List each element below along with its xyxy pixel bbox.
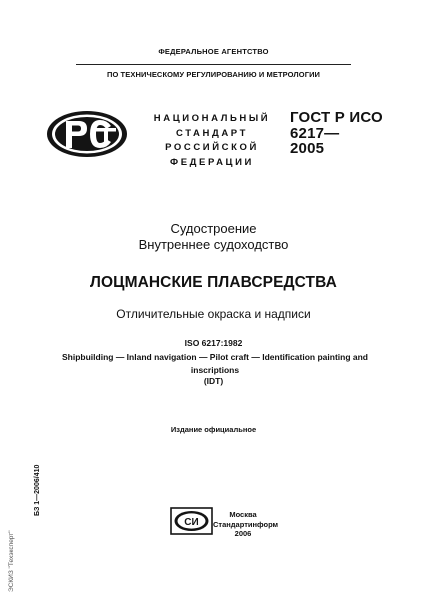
national-line-1: НАЦИОНАЛЬНЫЙ bbox=[153, 113, 271, 124]
national-line-3: РОССИЙСКОЙ bbox=[165, 142, 259, 153]
publisher-year: 2006 bbox=[234, 529, 252, 538]
gost-designation bbox=[290, 110, 383, 157]
document-subtitle: Отличительные окраска и надписи bbox=[116, 307, 311, 321]
national-line-2: СТАНДАРТ bbox=[176, 127, 248, 139]
national-line-4: ФЕДЕРАЦИИ bbox=[170, 156, 254, 168]
publisher-city: Москва bbox=[229, 510, 257, 519]
side-code: БЗ 1—2006/410 bbox=[34, 464, 41, 516]
header-divider bbox=[76, 64, 351, 65]
gost-r-logo-icon bbox=[46, 110, 128, 158]
agency-line-1: ФЕДЕРАЛЬНОЕ АГЕНТСТВО bbox=[158, 47, 269, 56]
gost-line-2: 6217— bbox=[290, 124, 340, 142]
svg-text:СИ: СИ bbox=[184, 517, 199, 528]
idt-marker: (IDT) bbox=[203, 376, 224, 386]
official-edition-label: Издание официальное bbox=[170, 425, 257, 434]
document-title: ЛОЦМАНСКИЕ ПЛАВСРЕДСТВА bbox=[90, 274, 337, 291]
gost-line-1: ГОСТ Р ИСО bbox=[290, 109, 383, 126]
subject-line-1: Судостроение bbox=[170, 221, 257, 236]
publisher-name: Стандартинформ bbox=[213, 519, 279, 529]
subject-line-2: Внутреннее судоходство bbox=[138, 237, 289, 252]
publisher-info bbox=[213, 510, 279, 539]
english-title: Shipbuilding — Inland navigation — Pilot craft — Identification painting and inscriptions bbox=[62, 352, 368, 375]
gost-line-3: 2005 bbox=[290, 140, 325, 157]
national-standard-label bbox=[148, 112, 276, 170]
standartinform-logo-icon bbox=[170, 507, 213, 535]
iso-reference: ISO 6217:1982 bbox=[184, 338, 243, 348]
subject-heading bbox=[0, 221, 427, 253]
side-watermark: ЭСКИЗ "Техэксперт" bbox=[8, 530, 15, 592]
agency-line-2: ПО ТЕХНИЧЕСКОМУ РЕГУЛИРОВАНИЮ И МЕТРОЛОГИИ bbox=[106, 70, 321, 79]
